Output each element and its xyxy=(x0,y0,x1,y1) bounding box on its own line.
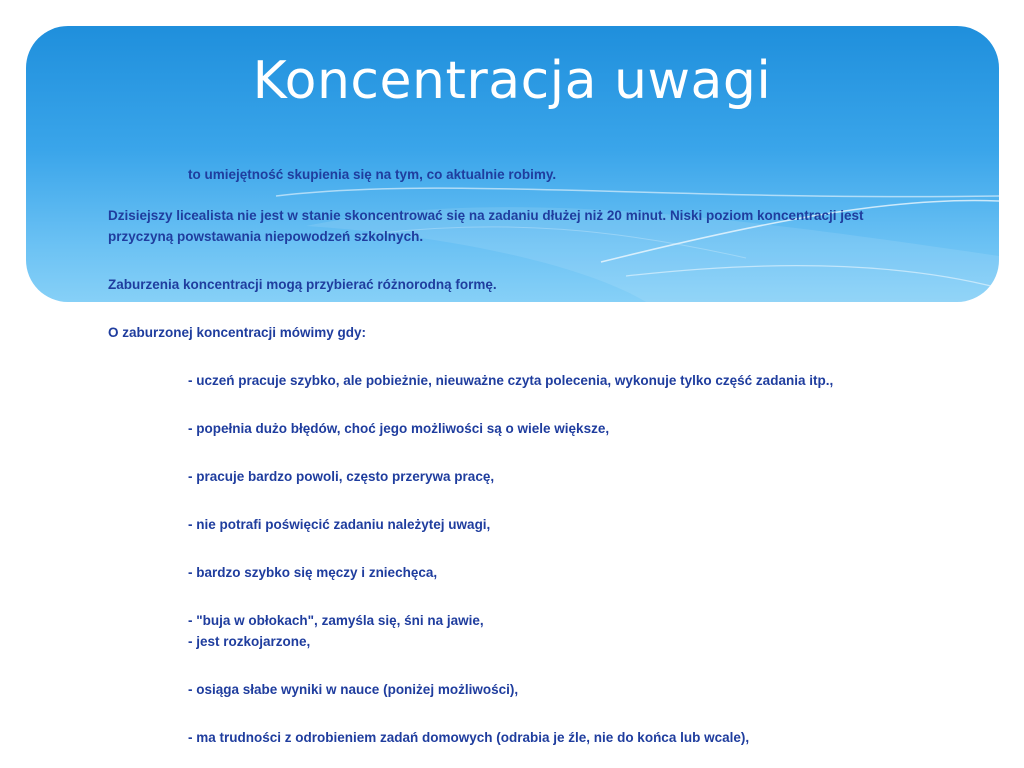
list-item: - uczeń pracuje szybko, ale pobieżnie, nieuważne czyta polecenia, wykonuje tylko część zadania itp., xyxy=(188,373,834,388)
list-item: - bardzo szybko się męczy i zniechęca, xyxy=(188,565,438,580)
list-item: - pracuje bardzo powoli, często przerywa pracę, xyxy=(188,469,495,484)
list-item: - jest rozkojarzone, xyxy=(188,634,311,649)
definition-paragraph: to umiejętność skupienia się na tym, co aktualnie robimy. xyxy=(188,167,557,182)
list-item: - nie potrafi poświęcić zadaniu należytej uwagi, xyxy=(188,517,491,532)
list-item: - popełnia dużo błędów, choć jego możliwości są o wiele większe, xyxy=(188,421,610,436)
intro-paragraph: Dzisiejszy licealista nie jest w stanie skoncentrować się na zadaniu dłużej niż 20 minut. Niski poziom koncentracji jest przyczyną powstawania niepowodzeń szkolnych. xyxy=(108,208,864,244)
list-item: - "buja w obłokach", zamyśla się, śni na jawie, xyxy=(188,613,484,628)
list-item: - ma trudności z odrobieniem zadań domowych (odrabia je źle, nie do końca lub wcale), xyxy=(188,730,750,745)
slide-body xyxy=(108,164,908,748)
forms-paragraph: Zaburzenia koncentracji mogą przybierać różnorodną formę. xyxy=(108,277,497,292)
list-item: - osiąga słabe wyniki w nauce (poniżej możliwości), xyxy=(188,682,519,697)
list-heading: O zaburzonej koncentracji mówimy gdy: xyxy=(108,325,367,340)
slide-title: Koncentracja uwagi xyxy=(252,51,772,111)
